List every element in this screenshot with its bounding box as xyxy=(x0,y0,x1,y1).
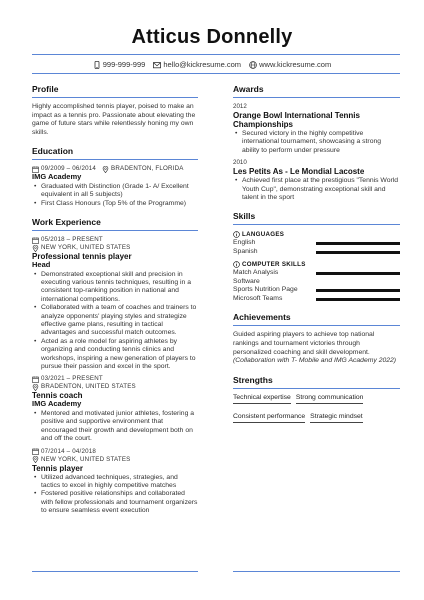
strengths-title: Strengths xyxy=(233,375,400,389)
job-dates: 07/2014 – 04/2018 xyxy=(41,447,97,455)
info-icon xyxy=(233,261,240,268)
job-location-row xyxy=(32,456,198,464)
header-top-rule xyxy=(32,54,400,55)
job-bullets xyxy=(32,474,198,516)
skill-level-bar xyxy=(316,298,400,301)
award-name: Orange Bowl International Tennis Championships xyxy=(233,111,360,129)
website-text: www.kickresume.com xyxy=(259,60,332,69)
job-entry xyxy=(32,236,198,371)
contact-website[interactable] xyxy=(249,60,331,69)
achievements-title: Achievements xyxy=(233,312,400,326)
list-item: • Utilized advanced techniques, strategies, and tactics to excel in highly competitive matches xyxy=(32,474,198,491)
skill-label: Spanish xyxy=(233,247,258,255)
skill-group-languages xyxy=(233,230,400,256)
skill-level-fill xyxy=(316,298,400,301)
award-bullets xyxy=(233,177,400,202)
skill-label: English xyxy=(233,239,256,247)
experience-title: Work Experience xyxy=(32,217,198,231)
achievements-text xyxy=(233,331,400,365)
skill-level-fill xyxy=(316,251,400,254)
skills-title: Skills xyxy=(233,211,400,225)
job-bullets xyxy=(32,410,198,444)
skill-row xyxy=(233,295,400,304)
globe-icon xyxy=(249,61,257,69)
skill-label: Microsoft Teams xyxy=(233,294,283,302)
profile-section xyxy=(32,84,198,137)
job-role: Professional tennis player xyxy=(32,252,132,262)
education-dates: 09/2009 – 06/2014 xyxy=(41,165,97,173)
skill-level-fill xyxy=(316,242,400,245)
calendar-icon xyxy=(32,448,39,455)
award-bullets xyxy=(233,130,400,155)
job-location-row xyxy=(32,383,198,391)
phone-icon xyxy=(93,61,101,69)
skill-row xyxy=(233,269,400,286)
info-icon xyxy=(233,231,240,238)
right-footer-rule xyxy=(233,571,400,572)
skill-row xyxy=(233,248,400,257)
left-column xyxy=(32,84,198,525)
award-name: Les Petits As - Le Mondial Lacoste xyxy=(233,167,365,177)
email-text: hello@kickresume.com xyxy=(163,60,242,69)
education-school: IMG Academy xyxy=(32,172,82,182)
job-role: Tennis coach xyxy=(32,391,83,401)
skill-group-heading xyxy=(233,230,400,239)
awards-section xyxy=(233,84,400,202)
skill-level-fill xyxy=(316,289,400,292)
profile-text: Highly accomplished tennis player, poised to make an impact as a tennis pro. Passionate about elevating the game of future stars while relentlessly honing my own skills. xyxy=(32,103,196,136)
phone-text: 999-999-999 xyxy=(102,60,146,69)
calendar-icon xyxy=(32,376,39,383)
skill-label: Sports Nutrition Page xyxy=(233,286,298,294)
job-dates-row xyxy=(32,448,198,456)
job-entry xyxy=(32,448,198,516)
calendar-icon xyxy=(32,237,39,244)
skills-section xyxy=(233,211,400,303)
strength-tag: Consistent performance xyxy=(233,413,305,423)
award-entry xyxy=(233,159,400,202)
strength-tag: Strong communication xyxy=(296,394,364,404)
award-year: 2010 xyxy=(233,159,247,167)
list-item: • Graduated with Distinction (Grade 1- A/ Excellent equivalent in all 5 subjects) xyxy=(32,183,198,200)
job-dates: 03/2021 – PRESENT xyxy=(41,375,103,383)
skill-row xyxy=(233,239,400,248)
skill-label: Match Analysis Software xyxy=(233,269,279,285)
skill-group-computer xyxy=(233,260,400,303)
award-year: 2012 xyxy=(233,103,247,110)
achievements-body: Guided aspiring players to achieve top national rankings and tournament victories through personalized coaching and skill development. xyxy=(233,331,375,356)
job-org: Head xyxy=(32,260,51,270)
candidate-name: Atticus Donnelly xyxy=(131,26,293,48)
skill-level-bar xyxy=(316,272,400,275)
strengths-section xyxy=(233,375,400,432)
contact-bar xyxy=(0,60,424,71)
award-entry xyxy=(233,103,400,155)
skill-group-name: COMPUTER SKILLS xyxy=(242,261,306,269)
header-bottom-rule xyxy=(32,73,400,74)
left-footer-rule xyxy=(32,571,198,572)
job-role: Tennis player xyxy=(32,463,83,473)
contact-phone[interactable] xyxy=(93,60,146,69)
skill-group-name: LANGUAGES xyxy=(242,231,285,239)
location-pin-icon xyxy=(32,245,39,252)
list-item: • Acted as a role model for aspiring athletes by organizing and conducting tennis clinics and workshops, inspiring a new generation of players to pursue their passion and excel in the sport. xyxy=(32,338,198,372)
list-item: • Fostered positive relationships and collaborated with fellow professionals and tournament organizers to ensure seamless event execution xyxy=(32,490,198,515)
job-org: IMG Academy xyxy=(32,399,82,409)
awards-title: Awards xyxy=(233,84,400,98)
skill-level-bar xyxy=(316,242,400,245)
job-location-row xyxy=(32,244,198,252)
job-location: BRADENTON, UNITED STATES xyxy=(41,383,136,391)
job-entry xyxy=(32,375,198,443)
job-bullets xyxy=(32,271,198,372)
education-title: Education xyxy=(32,146,198,160)
education-bullets xyxy=(32,183,198,208)
skill-level-bar xyxy=(316,289,400,292)
profile-title: Profile xyxy=(32,84,198,98)
right-column xyxy=(233,84,400,441)
achievements-section xyxy=(233,312,400,365)
list-item: • Demonstrated exceptional skill and precision in executing various tennis techniques, resulting in a consistent top-ranking position in national and international competitions. xyxy=(32,271,198,305)
list-item: • Achieved first place at the prestigious "Tennis World Youth Cup", demonstrating exceptional skill and talent in the sport xyxy=(233,177,400,202)
location-pin-icon xyxy=(102,166,109,173)
list-item: • Collaborated with a team of coaches and trainers to analyze opponents' playing styles and strategize effective game plans, resulting in tactical advantages and successful match outcomes. xyxy=(32,304,198,338)
skill-row xyxy=(233,286,400,295)
education-section xyxy=(32,146,198,208)
list-item: • Mentored and motivated junior athletes, fostering a positive and supportive environment that encouraged their growth and development both on and off the court. xyxy=(32,410,198,444)
location-pin-icon xyxy=(32,456,39,463)
skill-group-heading xyxy=(233,260,400,269)
list-item: • Secured victory in the highly competitive international tournament, showcasing a strong ability to perform under pressure xyxy=(233,130,400,155)
strength-tag: Strategic mindset xyxy=(310,413,363,423)
education-location: BRADENTON, FLORIDA xyxy=(111,165,184,173)
contact-email[interactable] xyxy=(153,60,241,69)
list-item: • First Class Honours (Top 5% of the Programme) xyxy=(32,200,198,208)
skill-level-fill xyxy=(316,272,400,275)
job-dates: 05/2018 – PRESENT xyxy=(41,236,103,244)
mail-icon xyxy=(153,61,161,69)
job-location: NEW YORK, UNITED STATES xyxy=(41,244,131,252)
job-dates-row xyxy=(32,236,198,244)
experience-section xyxy=(32,217,198,516)
job-dates-row xyxy=(32,375,198,383)
location-pin-icon xyxy=(32,384,39,391)
strengths-list xyxy=(233,394,400,432)
achievements-note: (Collaboration with T- Mobile and IMG Academy 2022) xyxy=(233,357,397,365)
strength-tag: Technical expertise xyxy=(233,394,291,404)
skill-level-bar xyxy=(316,251,400,254)
job-location: NEW YORK, UNITED STATES xyxy=(41,455,131,463)
